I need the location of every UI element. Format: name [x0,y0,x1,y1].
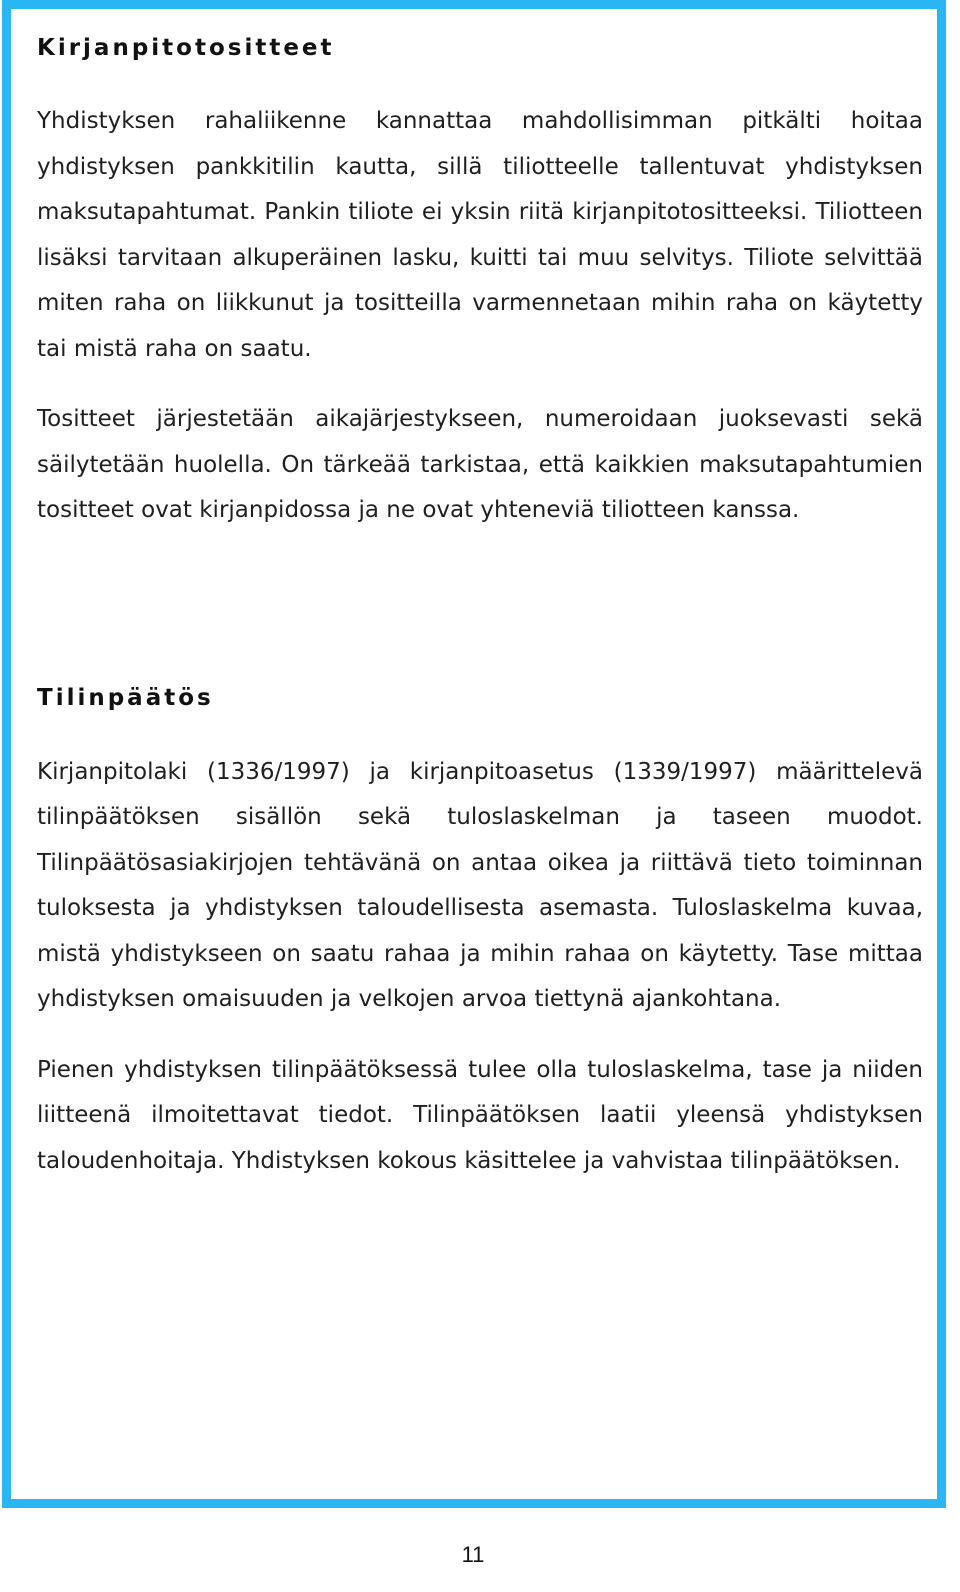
paragraph: Kirjanpitolaki (1336/1997) ja kirjanpitoasetus (1339/1997) määrittelevä tilinpäätöksen sisällön sekä tuloslaskelman ja taseen muodot. Tilinpäätösasiakirjojen tehtävänä on antaa oikea ja riittävä tieto toiminnan tuloksesta ja yhdistyksen taloudellisesta asemasta. Tuloslaskelma kuvaa, mistä yhdistykseen on saatu rahaa ja mihin rahaa on käytetty. Tase mittaa yhdistyksen omaisuuden ja velkojen arvoa tiettynä ajankohtana. [37,758,923,1012]
paragraph: Yhdistyksen rahaliikenne kannattaa mahdollisimman pitkälti hoitaa yhdistyksen pankkitilin kautta, sillä tiliotteelle tallentuvat yhdistyksen maksutapahtumat. Pankin tiliote ei yksin riitä kirjanpitotositteeksi. Tiliotteen lisäksi tarvitaan alkuperäinen lasku, kuitti tai muu selvitys. Tiliote selvittää miten raha on liikkunut ja tositteilla varmennetaan mihin raha on käytetty tai mistä raha on saatu. [37,108,923,362]
page-number: 11 [461,1542,485,1567]
page-content [37,29,923,1184]
paragraph: Pienen yhdistyksen tilinpäätöksessä tulee olla tuloslaskelma, tase ja niiden liitteenä ilmoitettavat tiedot. Tilinpäätöksen laatii yleensä yhdistyksen taloudenhoitaja. Yhdistyksen kokous käsittelee ja vahvistaa tilinpäätöksen. [37,1056,923,1174]
paragraph: Tositteet järjestetään aikajärjestykseen, numeroidaan juoksevasti sekä säilytetään huolella. On tärkeää tarkistaa, että kaikkien maksutapahtumien tositteet ovat kirjanpidossa ja ne ovat yhteneviä tiliotteen kanssa. [37,406,923,523]
section-heading-kirjanpitotositteet: Kirjanpitotositteet [37,35,335,61]
page-frame [2,0,946,1508]
section-heading-tilinpaatos: Tilinpäätös [37,684,214,711]
